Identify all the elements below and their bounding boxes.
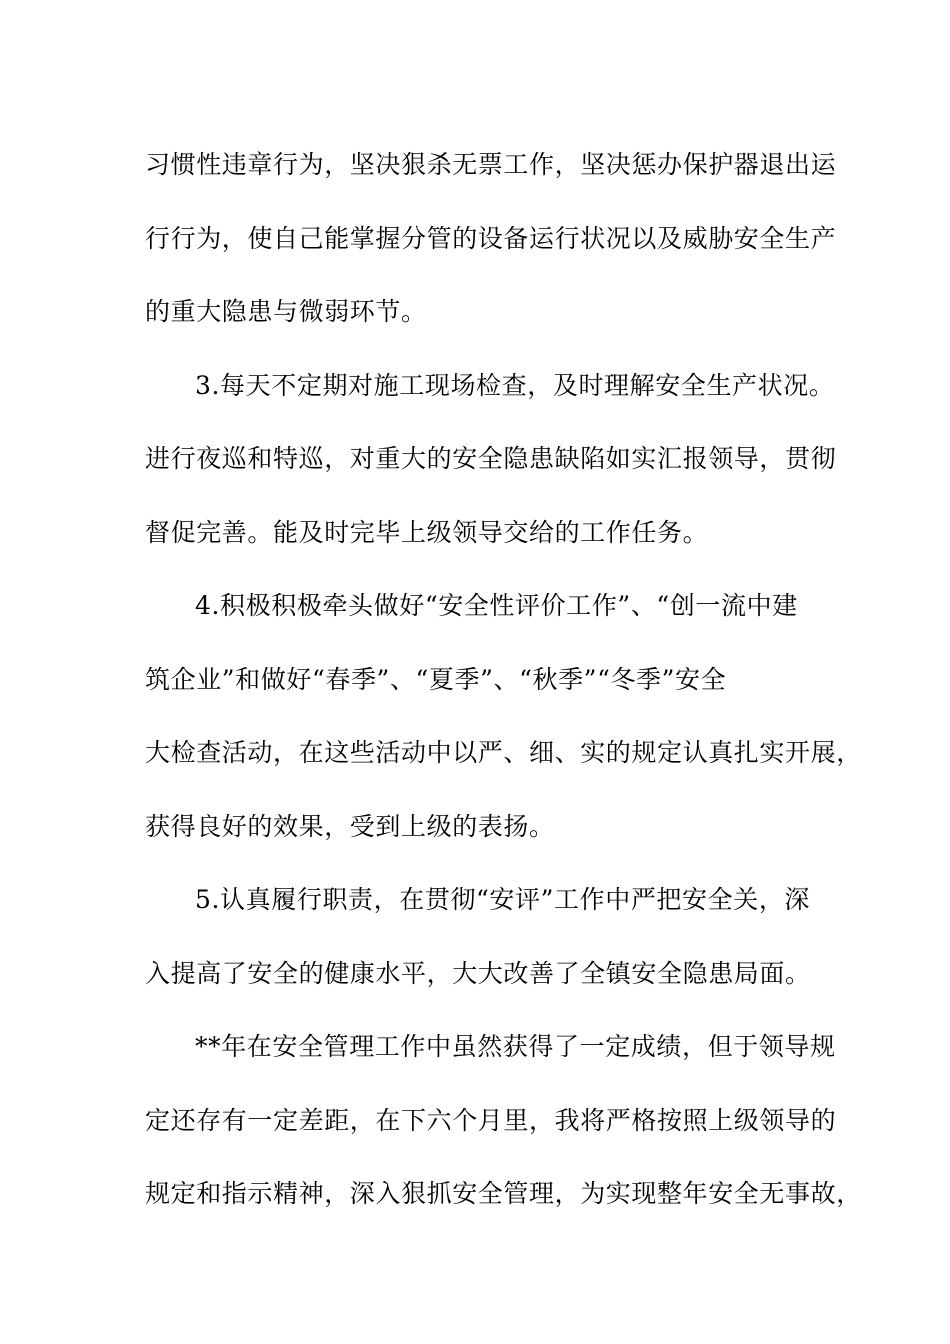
text-line: 获得良好的效果，受到上级的表扬。 (145, 811, 555, 841)
text-line: 习惯性违章行为，坚决狠杀无票工作，坚决惩办保护器退出运 (145, 150, 837, 179)
text-line: 入提高了安全的健康水平，大大改善了全镇安全隐患局面。 (145, 958, 811, 988)
paragraph-start-line: 5.认真履行职责，在贯彻“安评”工作中严把安全关，深 (195, 885, 811, 914)
text-line: 大检查活动，在这些活动中以严、细、实的规定认真扎实开展， (145, 738, 862, 767)
text-line: 的重大隐患与微弱环节。 (145, 297, 427, 326)
text-line: 规定和指示精神，深入狠抓安全管理，为实现整年安全无事故， (145, 1179, 862, 1208)
paragraph-start-line: 4.积极积极牵头做好“安全性评价工作”、“创一流中建 (195, 591, 798, 620)
text-line: 定还存有一定差距，在下六个月里，我将严格按照上级领导的 (145, 1105, 837, 1135)
paragraph-start-line: **年在安全管理工作中虽然获得了一定成绩，但于领导规 (195, 1032, 836, 1061)
text-line: 筑企业”和做好“春季”、“夏季”、“秋季”“冬季”安全 (145, 664, 727, 694)
text-line: 行行为，使自己能掌握分管的设备运行状况以及威胁安全生产 (145, 223, 837, 253)
text-line: 督促完善。能及时完毕上级领导交给的工作任务。 (145, 517, 709, 547)
text-line: 进行夜巡和特巡，对重大的安全隐患缺陷如实汇报领导，贯彻 (145, 444, 837, 473)
paragraph-start-line: 3.每天不定期对施工现场检查，及时理解安全生产状况。 (195, 370, 835, 400)
body-text (145, 128, 862, 1231)
